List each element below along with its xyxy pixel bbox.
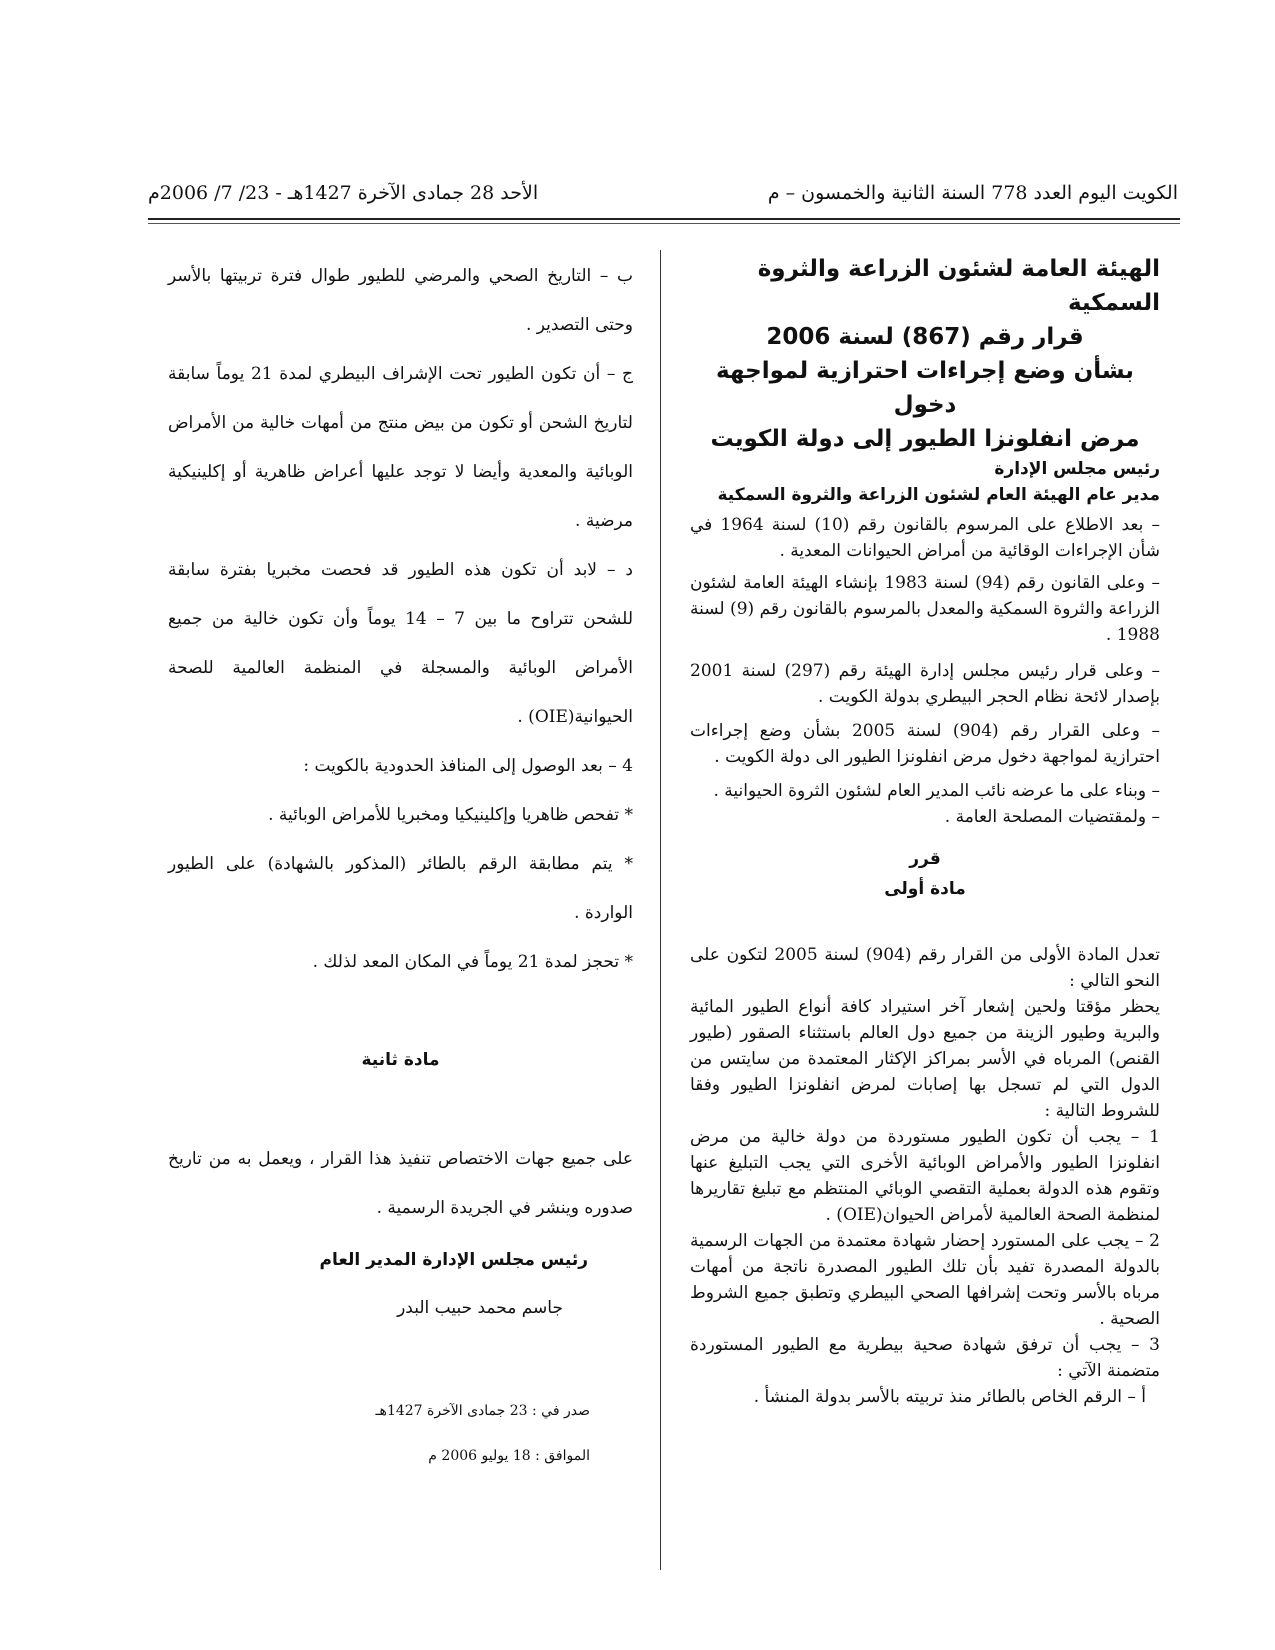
condition-3a: أ – الرقم الخاص بالطائر منذ تربيته بالأسر بدولة المنشأ . bbox=[753, 1387, 1146, 1407]
preamble-1: – بعد الاطلاع على المرسوم بالقانون رقم (10) لسنة 1964 في شأن الإجراءات الوقائية من أمراض الحيوانات المعدية . bbox=[690, 515, 1160, 561]
column-divider bbox=[660, 250, 661, 1570]
header-issue-info: الكويت اليوم العدد 778 السنة الثانية والخمسون – م bbox=[767, 182, 1178, 204]
page-header bbox=[148, 178, 1178, 214]
article-one-text: يحظر مؤقتا ولحين إشعار آخر استيراد كافة أنواع الطيور المائية والبرية وطيور الزينة من جميع دول العالم باستثناء الصقور (طيور القنص) المرباه في الأسر بمراكز الإكثار المعتمدة من سايتس من الدول التي لم تسجل بها إصابات لمرض انفلونزا الطيور وفقا للشروط التالية : bbox=[690, 997, 1160, 1121]
condition-4a: * تفحص ظاهريا وإكلينيكيا ومخبريا للأمراض الوبائية . bbox=[268, 805, 633, 825]
article-two-heading: مادة ثانية bbox=[361, 1050, 440, 1070]
condition-4: 4 – بعد الوصول إلى المنافذ الحدودية بالكويت : bbox=[303, 756, 633, 776]
article-two-text: على جميع جهات الاختصاص تنفيذ هذا القرار ، ويعمل به من تاريخ صدوره وينشر في الجريدة الرسمية . bbox=[168, 1149, 633, 1218]
decision-number: قرار رقم (867) لسنة 2006 bbox=[766, 324, 1084, 350]
right-column bbox=[690, 252, 1160, 1410]
decision-subject-line-1: بشأن وضع إجراءات احترازية لمواجهة دخول bbox=[716, 358, 1134, 418]
condition-2: 2 – يجب على المستورد إحضار شهادة معتمدة من الجهات الرسمية بالدولة المصدرة تفيد بأن تلك الطيور المصدرة ناتجة من أمهات مرباه بالأسر وتحت إشرافها الصحي البيطري وتطبق جميع الشروط الصحية . bbox=[690, 1231, 1160, 1329]
condition-1: 1 – يجب أن تكون الطيور مستوردة من دولة خالية من مرض انفلونزا الطيور والأمراض الوبائية الأخرى التي يجب التبليغ عنها وتقوم هذه الدولة بعملية التقصي الوبائي المنتظم مع تبليغ تقاريرها لمنظمة الصحة العالمية لأمراض الحيوان(OIE) . bbox=[690, 1127, 1160, 1225]
signer-title-1: رئيس مجلس الإدارة bbox=[994, 459, 1160, 479]
issued-date: صدر في : 23 جمادى الآخرة 1427هـ bbox=[375, 1403, 590, 1419]
authority-title: الهيئة العامة لشئون الزراعة والثروة السمكية bbox=[757, 256, 1160, 316]
preamble-4: – وعلى القرار رقم (904) لسنة 2005 بشأن وضع إجراءات احترازية لمواجهة دخول مرض انفلونزا الطيور الى دولة الكويت . bbox=[690, 721, 1160, 767]
header-rule bbox=[148, 218, 1180, 220]
preamble-2: – وعلى القانون رقم (94) لسنة 1983 بإنشاء الهيئة العامة لشئون الزراعة والثروة السمكية والمعدل بالمرسوم بالقانون رقم (9) لسنة 1988 . bbox=[690, 573, 1160, 645]
condition-3d: د – لابد أن تكون هذه الطيور قد فحصت مخبريا بفترة سابقة للشحن تتراوح ما بين 7 – 14 يوماً وأن تكون خالية من جميع الأمراض الوبائية والمسجلة في المنظمة العالمية للصحة الحيوانية(OIE) . bbox=[168, 560, 633, 727]
decided-heading: قرر bbox=[909, 849, 941, 869]
condition-3: 3 – يجب أن ترفق شهادة صحية بيطرية مع الطيور المستوردة متضمنة الآتي : bbox=[690, 1335, 1160, 1381]
preamble-3: – وعلى قرار رئيس مجلس إدارة الهيئة رقم (297) لسنة 2001 بإصدار لائحة نظام الحجر البيطري بدولة الكويت . bbox=[690, 661, 1160, 707]
article-one-intro: تعدل المادة الأولى من القرار رقم (904) لسنة 2005 لتكون على النحو التالي : bbox=[690, 945, 1161, 991]
corresponding-date: الموافق : 18 يوليو 2006 م bbox=[428, 1448, 590, 1464]
signer-title-2: مدير عام الهيئة العام لشئون الزراعة والثروة السمكية bbox=[717, 485, 1160, 505]
left-column bbox=[168, 252, 633, 1233]
condition-3c: ج – أن تكون الطيور تحت الإشراف البيطري لمدة 21 يوماً سابقة لتاريخ الشحن أو تكون من بيض منتج من أمهات خالية من الأمراض الوبائية والمعدية وأيضا لا توجد عليها أعراض ظاهرية أو إكلينيكية مرضية . bbox=[168, 364, 633, 531]
condition-4b: * يتم مطابقة الرقم بالطائر (المذكور بالشهادة) على الطيور الواردة . bbox=[168, 854, 633, 923]
header-date: الأحد 28 جمادى الآخرة 1427هـ - 23/ 7/ 2006م bbox=[148, 182, 539, 204]
preamble-5: – وبناء على ما عرضه نائب المدير العام لشئون الثروة الحيوانية . bbox=[713, 781, 1160, 801]
signature-name: جاسم محمد حبيب البدر bbox=[397, 1298, 563, 1318]
decision-subject-line-2: مرض انفلونزا الطيور إلى دولة الكويت bbox=[710, 426, 1140, 452]
header-rule-thin bbox=[148, 223, 1180, 224]
preamble-6: – ولمقتضيات المصلحة العامة . bbox=[944, 807, 1160, 827]
signature-title: رئيس مجلس الإدارة المدير العام bbox=[319, 1250, 588, 1270]
condition-4c: * تحجز لمدة 21 يوماً في المكان المعد لذلك . bbox=[312, 952, 633, 972]
article-one-heading: مادة أولى bbox=[884, 879, 966, 899]
condition-3b: ب – التاريخ الصحي والمرضي للطيور طوال فترة تربيتها بالأسر وحتى التصدير . bbox=[168, 266, 633, 335]
